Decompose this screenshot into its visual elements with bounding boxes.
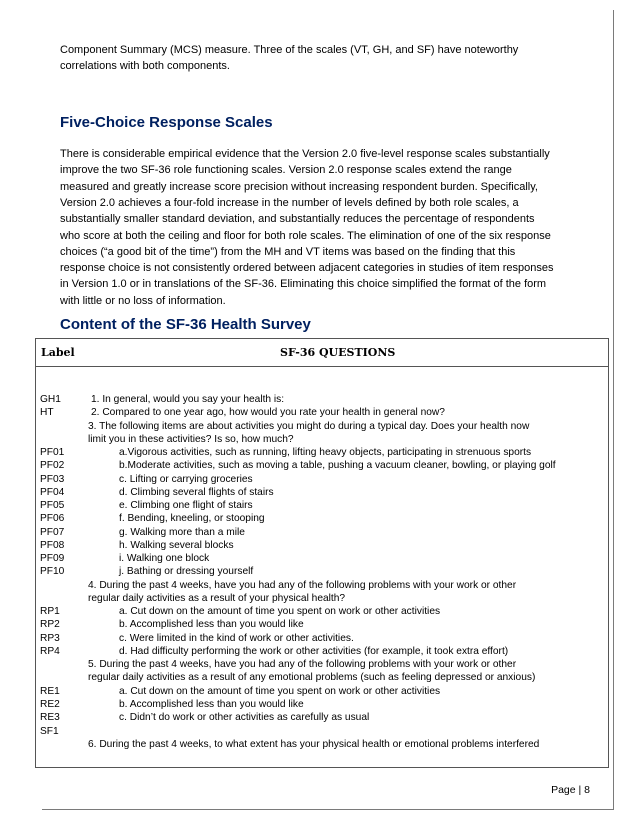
row-question: b. Accomplished less than you would like <box>119 698 304 710</box>
row-question: d. Climbing several flights of stairs <box>119 486 274 498</box>
table-row <box>36 406 606 419</box>
row-question: 3. The following items are about activities you might do during a typical day. Does your health now <box>88 420 530 432</box>
table-row <box>36 605 606 618</box>
table-row <box>36 526 606 539</box>
row-question: limit you in these activities? Is so, how much? <box>88 433 294 445</box>
row-label: RP4 <box>40 645 60 657</box>
table-row <box>36 473 606 486</box>
row-label: PF07 <box>40 526 65 538</box>
row-question: c. Were limited in the kind of work or other activities. <box>119 632 354 644</box>
row-question: regular daily activities as a result of any emotional problems (such as feeling depressed or anxious) <box>88 672 536 684</box>
row-label: PF10 <box>40 566 65 578</box>
body-line: Version 2.0 achieves a four-fold increase in the number of levels defined by both role scales, a <box>60 196 519 209</box>
row-question: a. Cut down on the amount of time you spent on work or other activities <box>119 685 441 697</box>
table-row <box>36 486 606 499</box>
body-line: substantially smaller standard deviation, and substantially reduces the percentage of respondents <box>60 213 535 226</box>
row-label: HT <box>40 407 54 419</box>
row-label: PF02 <box>40 460 65 472</box>
row-label: RE1 <box>40 685 60 697</box>
row-label: RP3 <box>40 632 60 644</box>
row-question: g. Walking more than a mile <box>119 526 245 538</box>
row-question: d. Had difficulty performing the work or other activities (for example, it took extra effort) <box>119 645 509 657</box>
table-row <box>36 552 606 565</box>
body-line: response choice is not consistently ordered between adjacent categories in studies of item responses <box>60 262 554 275</box>
row-question: a. Cut down on the amount of time you spent on work or other activities <box>119 606 441 618</box>
table-row <box>36 738 606 751</box>
row-label: PF04 <box>40 486 65 498</box>
row-question: e. Climbing one flight of stairs <box>119 500 253 512</box>
row-label: RE3 <box>40 712 60 724</box>
row-question: 1. In general, would you say your health is: <box>91 394 285 405</box>
body-line: There is considerable empirical evidence that the Version 2.0 five-level response scales substantially <box>60 148 550 160</box>
table-row <box>36 446 606 459</box>
table-row <box>36 433 606 446</box>
table-row <box>36 393 606 406</box>
table-row <box>36 579 606 592</box>
body-line: with little or no loss of information. <box>60 294 226 307</box>
row-label: RP1 <box>40 606 60 618</box>
body-line: who score at both the ceiling and floor for both role scales. The elimination of one of the six response <box>60 229 551 242</box>
table-row <box>36 671 606 684</box>
table-row <box>36 698 606 711</box>
table-row <box>36 512 606 525</box>
body-line: measured and greatly increase score precision without increasing respondent burden. Specifically, <box>60 180 538 193</box>
row-question: 5. During the past 4 weeks, have you had any of the following problems with your work or other <box>88 659 517 671</box>
row-label: PF09 <box>40 553 65 565</box>
row-question: a.Vigorous activities, such as running, lifting heavy objects, participating in strenuous sports <box>119 447 532 459</box>
table-row <box>36 420 606 433</box>
table-row <box>36 645 606 658</box>
table-row <box>36 618 606 631</box>
table-row <box>36 632 606 645</box>
row-label: PF05 <box>40 500 65 512</box>
row-label: RE2 <box>40 698 60 710</box>
table-row <box>36 711 606 724</box>
intro-line-2: correlations with both components. <box>60 60 230 72</box>
row-label: PF06 <box>40 513 65 525</box>
row-label: RP2 <box>40 619 60 631</box>
table-row <box>36 499 606 512</box>
header-questions: SF-36 QUESTIONS <box>280 346 396 359</box>
table-row <box>36 565 606 578</box>
row-question: c. Lifting or carrying groceries <box>119 473 253 485</box>
intro-line-1: Component Summary (MCS) measure. Three of the scales (VT, GH, and SF) have noteworthy <box>60 44 519 56</box>
row-question: 4. During the past 4 weeks, have you had any of the following problems with your work or other <box>88 579 517 591</box>
table-row <box>36 725 606 738</box>
row-label: PF03 <box>40 473 65 485</box>
row-question: 2. Compared to one year ago, how would you rate your health in general now? <box>91 407 445 419</box>
row-question: b. Accomplished less than you would like <box>119 619 304 631</box>
table-row <box>36 459 606 472</box>
row-question: 6. During the past 4 weeks, to what extent has your physical health or emotional problems interfered <box>88 738 540 750</box>
row-label: GH1 <box>40 394 61 405</box>
row-question: b.Moderate activities, such as moving a table, pushing a vacuum cleaner, bowling, or playing golf <box>119 460 556 472</box>
page-number: Page | 8 <box>551 784 590 796</box>
row-label: PF08 <box>40 539 65 551</box>
section-title-content: Content of the SF-36 Health Survey <box>60 316 311 333</box>
questions-table <box>35 338 609 768</box>
section-title-five-choice: Five-Choice Response Scales <box>60 114 273 131</box>
row-label: SF1 <box>40 725 59 737</box>
body-line: in Version 1.0 or in translations of the SF-36. Eliminating this choice simplified the format of the form <box>60 278 547 291</box>
header-label: Label <box>41 346 75 359</box>
table-row <box>36 685 606 698</box>
table-header <box>36 339 608 367</box>
row-question: c. Didn’t do work or other activities as carefully as usual <box>119 712 370 724</box>
row-question: i. Walking one block <box>119 553 210 565</box>
body-line: improve the two SF-36 role functioning scales. Version 2.0 response scales extend the range <box>60 164 512 177</box>
body-line: choices (“a good bit of the time”) from the MH and VT items was based on the finding that this <box>60 245 516 258</box>
row-label: PF01 <box>40 447 65 459</box>
table-row <box>36 658 606 671</box>
table-row <box>36 539 606 552</box>
row-question: f. Bending, kneeling, or stooping <box>119 513 265 525</box>
row-question: h. Walking several blocks <box>119 539 234 551</box>
row-question: regular daily activities as a result of your physical health? <box>88 592 346 604</box>
table-row <box>36 592 606 605</box>
row-question: j. Bathing or dressing yourself <box>119 566 254 578</box>
